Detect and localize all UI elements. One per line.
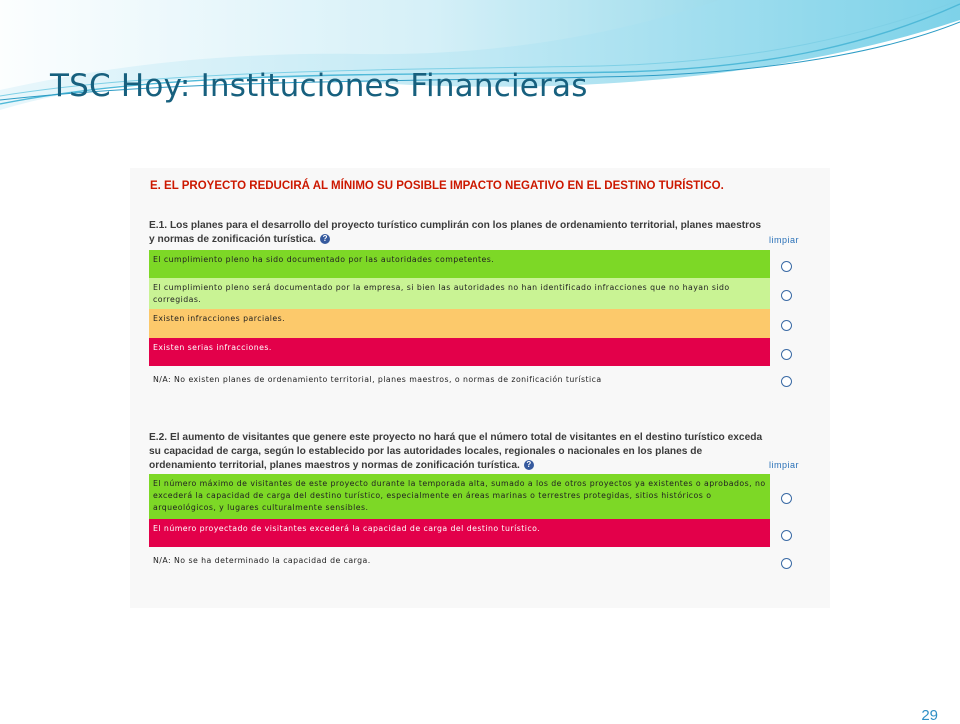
option-label: N/A: No existen planes de ordenamiento territorial, planes maestros, o normas de zonificación turística	[153, 375, 602, 384]
option-e1-3[interactable]	[149, 309, 770, 338]
option-e1-5[interactable]	[149, 370, 770, 394]
question-e2-text: E.2. El aumento de visitantes que genere este proyecto no hará que el número total de visitantes en el destino turístico exceda su capacidad de carga, según lo establecido por las autoridades locales, regionales o nacionales en los planes de ordenamiento territorial, planes maestros y normas de zonificación turística.	[149, 432, 763, 471]
clear-button-e1[interactable]: limpiar	[769, 235, 800, 245]
page-number: 29	[921, 707, 938, 724]
option-e2-3[interactable]	[149, 551, 770, 575]
option-label: Existen infracciones parciales.	[153, 314, 286, 323]
option-e1-2[interactable]	[149, 278, 770, 309]
option-e1-4[interactable]	[149, 338, 770, 366]
option-e2-1[interactable]	[149, 474, 770, 519]
radio-e2-1[interactable]	[781, 493, 792, 504]
radio-e1-3[interactable]	[781, 320, 792, 331]
question-e1-text: E.1. Los planes para el desarrollo del proyecto turístico cumplirán con los planes de ordenamiento territorial, planes maestros y normas de zonificación turística.	[149, 220, 761, 245]
option-label: N/A: No se ha determinado la capacidad de carga.	[153, 556, 371, 565]
radio-e2-2[interactable]	[781, 530, 792, 541]
radio-e2-3[interactable]	[781, 558, 792, 569]
option-label: El número máximo de visitantes de este proyecto durante la temporada alta, sumado a los de otros proyectos ya existentes o aprobados, no excederá la capacidad de carga del destino turístico, especialmente en áreas marinas o terrestres protegidas, sitios históricos o arqueológicos, y lugares culturalmente sensibles.	[153, 479, 766, 512]
question-icon[interactable]: ?	[524, 460, 534, 470]
option-label: El cumplimiento pleno será documentado por la empresa, si bien las autoridades no han identificado infracciones que no hayan sido corregidas.	[153, 283, 730, 304]
slide-title: TSC Hoy: Instituciones Financieras	[50, 68, 588, 104]
option-label: El número proyectado de visitantes excederá la capacidad de carga del destino turístico.	[153, 524, 541, 533]
clear-button-e2[interactable]: limpiar	[769, 460, 800, 470]
option-label: Existen serias infracciones.	[153, 343, 272, 352]
question-icon[interactable]: ?	[320, 234, 330, 244]
survey-form-panel	[130, 168, 830, 608]
option-e1-1[interactable]	[149, 250, 770, 278]
option-label: El cumplimiento pleno ha sido documentado por las autoridades competentes.	[153, 255, 495, 264]
radio-e1-1[interactable]	[781, 261, 792, 272]
radio-e1-2[interactable]	[781, 290, 792, 301]
radio-e1-4[interactable]	[781, 349, 792, 360]
question-e1	[149, 219, 767, 247]
question-e2	[149, 431, 767, 473]
section-header: E. EL PROYECTO REDUCIRÁ AL MÍNIMO SU POSIBLE IMPACTO NEGATIVO EN EL DESTINO TURÍSTICO.	[150, 180, 724, 192]
option-e2-2[interactable]	[149, 519, 770, 547]
radio-e1-5[interactable]	[781, 376, 792, 387]
